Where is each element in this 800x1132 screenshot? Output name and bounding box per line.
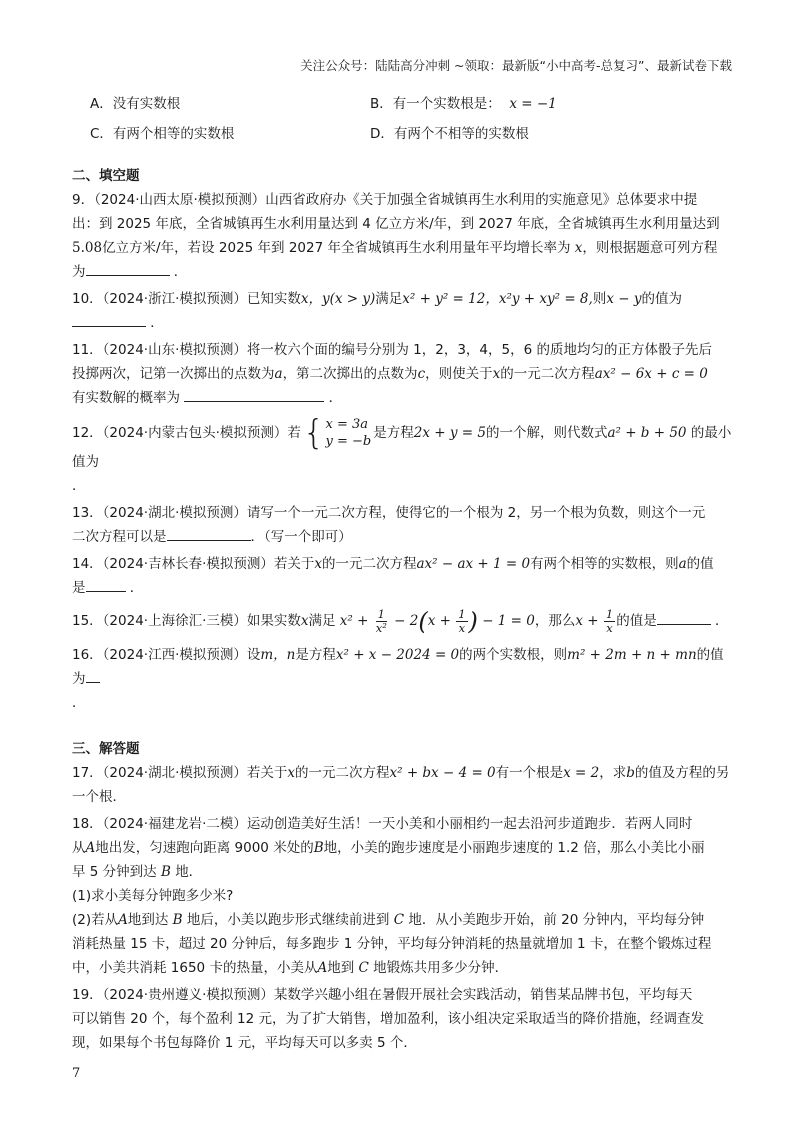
question-15: 15．（2024·上海徐汇·三模）如果实数x满足 x² + $\frac{1}{\text{x²}}$ − 2(x + $\frac{1}{x}$ ) − 1 = 0，那么x + $\frac{1}{x}$ 的值是 ． (72, 607, 729, 636)
answer-blank[interactable] (86, 260, 170, 276)
question-18: 18．（2024·福建龙岩·二模）运动创造美好生活！一天小美和小丽相约一起去沿河步道跑步．若两人同时 从A地出发，匀速跑向距离 9000 米处的B地，小美的跑步速度是小丽跑步速度的 1.2 倍，那么小美比小丽 早 5 分钟到达 B 地． (1)求小美每分钟跑多少米? (2)若从A地到达 B 地后，小美以跑步形式继续前进到 C 地．从小美跑步开始，前 20 分钟内，平均每分钟 消耗热量 15 卡，超过 20 分钟后，每多跑步 1 分钟，平均每分钟消耗的热量就增加 1 卡，在整个锻炼过程 中，小美共消耗 1650 卡的热量，小美从A地到 C 地锻炼共用多少分钟． (72, 812, 736, 980)
question-12: 12．（2024·内蒙古包头·模拟预测）若 { x = 3a y = −b 是方程2x + y = 5的一个解，则代数式a² + b + 50 的最小值为 ． (72, 413, 732, 494)
answer-blank[interactable] (657, 609, 711, 625)
equation-q15: x² + $\frac{1}{\text{x²}}$ − 2(x + $\frac{1}{x}$ ) − 1 = 0 (339, 607, 535, 636)
question-18-part-1: (1)求小美每分钟跑多少米? (72, 888, 234, 904)
section-fill-in-title: 二、填空题 (72, 168, 140, 184)
option-b-math: x = −1 (509, 96, 557, 112)
equation-system: { x = 3a y = −b (302, 413, 372, 453)
section-solutions-title: 三、解答题 (72, 741, 140, 757)
question-16: 16．（2024·江西·模拟预测）设m，n是方程x² + x − 2024 = 0的两个实数根，则m² + 2m + n + mn的值为 ． (72, 647, 724, 711)
option-d: D．有两个不相等的实数根 (370, 126, 529, 142)
question-11: 11．（2024·山东·模拟预测）将一枚六个面的编号分别为 1，2，3，4，5，6 的质地均匀的正方体骰子先后 投掷两次，记第一次掷出的点数为a，第二次掷出的点数为c，则使关于x的一元二次方程ax² − 6x + c = 0 有实数解的概率为 ． (72, 342, 712, 406)
options-row-1 (72, 92, 736, 112)
expression-q15: x + $\frac{1}{x}$ (575, 607, 614, 635)
options-row-2 (72, 122, 736, 142)
page-number: 7 (72, 1066, 81, 1081)
question-17: 17．（2024·湖北·模拟预测）若关于x的一元二次方程x² + bx − 4 = 0有一个根是x = 2，求b的值及方程的另 一个根． (72, 765, 730, 805)
content (72, 92, 736, 1058)
answer-blank[interactable] (86, 667, 100, 683)
question-19: 19．（2024·贵州遵义·模拟预测）某数学兴趣小组在暑假开展社会实践活动，销售某品牌书包，平均每天 可以销售 20 个，每个盈利 12 元，为了扩大销售，增加盈利，该小组决定采取适当的降价措施，经调查发 现，如果每个书包每降价 1 元，平均每天可以多卖 5 个． (72, 987, 705, 1051)
header-note: 关注公众号：陆陆高分冲刺 ~领取：最新版“小中高考-总复习”、最新试卷下载 (300, 58, 732, 73)
option-c: C．有两个相等的实数根 (90, 126, 235, 142)
answer-blank[interactable] (86, 576, 126, 592)
option-a: A．没有实数根 (90, 96, 181, 112)
question-13: 13．（2024·湖北·模拟预测）请写一个一元二次方程，使得它的一个根为 2，另一个根为负数，则这个一元 二次方程可以是 ．（写一个即可） (72, 505, 706, 545)
answer-blank[interactable] (167, 525, 251, 541)
answer-blank[interactable] (184, 386, 324, 402)
question-10: 10．（2024·浙江·模拟预测）已知实数x，y(x > y)满足x² + y² = 12，x²y + xy² = 8,则x − y的值为 ． (72, 291, 682, 331)
question-14: 14．（2024·吉林长春·模拟预测）若关于x的一元二次方程ax² − ax + 1 = 0有两个相等的实数根，则a的值 是 ． (72, 556, 714, 596)
question-9: 9．（2024·山西太原·模拟预测）山西省政府办《关于加强全省城镇再生水利用的实施意见》总体要求中提 出：到 2025 年底，全省城镇再生水利用量达到 4 亿立方米/年，到 2027 年底，全省城镇再生水利用量达到 5.08亿立方米/年，若设 2025 年到 2027 年全省城镇再生水利用量年平均增长率为 x，则根据题意可列方程 为 ． (72, 192, 720, 280)
question-18-part-2: (2)若从A地到达 B 地后，小美以跑步形式继续前进到 C 地．从小美跑步开始，前 20 分钟内，平均每分钟 (72, 912, 705, 928)
answer-blank[interactable] (72, 311, 146, 327)
option-b: B．有一个实数根是： x = −1 (370, 96, 557, 112)
